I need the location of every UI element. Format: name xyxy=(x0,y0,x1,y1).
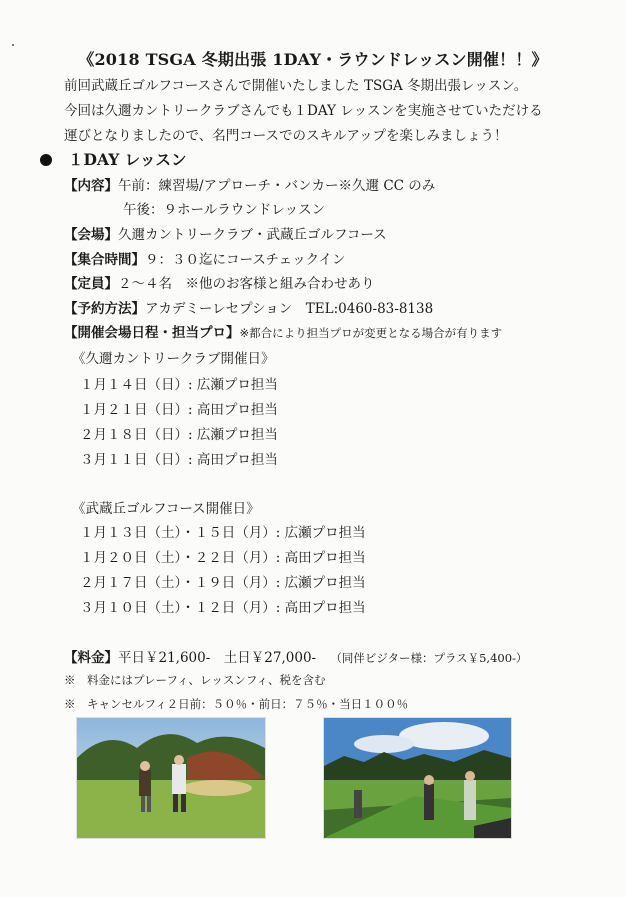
intro-line-2: 今回は久邇カントリークラブさんでも１DAY レッスンを実施させていただける xyxy=(64,103,543,119)
fee-visitor: （同伴ビジター様：プラス￥5,400-） xyxy=(330,651,528,665)
lesson-photo-green xyxy=(76,717,266,839)
bullet-icon xyxy=(40,154,52,166)
content-pm: 午後：９ホールラウンドレッスン xyxy=(123,202,326,218)
capacity-label: 【定員】 xyxy=(64,276,118,292)
meet-value: ９：３０迄にコースチェックイン xyxy=(145,252,346,268)
reserve-value: アカデミーレセプション TEL:0460-83-8138 xyxy=(145,301,434,317)
page-title: 《2018 TSGA 冬期出張 1DAY・ラウンドレッスン開催！！》 xyxy=(78,50,548,69)
reserve-row xyxy=(64,297,433,317)
kuni-heading: 《久邇カントリークラブ開催日》 xyxy=(72,351,275,367)
venue-label: 【会場】 xyxy=(64,227,118,243)
musashi-date: １月１３日（土）・１５日（月）: 広瀬プロ担当 xyxy=(80,525,366,541)
intro-line-3: 運びとなりましたので、名門コースでのスキルアップを楽しみましょう！ xyxy=(64,128,508,144)
content-row xyxy=(64,174,435,194)
content-label: 【内容】 xyxy=(64,178,118,194)
schedule-label: 【開催会場日程・担当プロ】 xyxy=(64,325,240,341)
musashi-date: １月２０日（土）・２２日（月）: 高田プロ担当 xyxy=(80,550,366,566)
kuni-date: １月１４日（日）: 広瀬プロ担当 xyxy=(80,377,278,393)
meet-label: 【集合時間】 xyxy=(64,252,145,268)
scan-speck xyxy=(12,44,14,46)
kuni-date: ２月１８日（日）: 広瀬プロ担当 xyxy=(80,427,278,443)
driving-range-photo-image xyxy=(324,718,511,838)
fee-value: 平日￥21,600- 土日￥27,000- xyxy=(118,650,317,666)
driving-range-photo xyxy=(323,717,512,839)
capacity-value: ２～４名 ※他のお客様と組み合わせあり xyxy=(118,276,375,292)
lesson-photo-green-image xyxy=(77,718,265,838)
venue-row xyxy=(64,223,387,243)
schedule-note: ※都合により担当プロが変更となる場合が有ります xyxy=(239,326,503,340)
meet-row xyxy=(64,248,345,268)
musashi-date: ２月１７日（土）・１９日（月）: 広瀬プロ担当 xyxy=(80,575,366,591)
reserve-label: 【予約方法】 xyxy=(64,301,145,317)
content-am: 午前：練習場/アプローチ・バンカー※久邇 CC のみ xyxy=(118,178,436,194)
fee-label: 【料金】 xyxy=(64,650,118,666)
kuni-date: ３月１１日（日）: 高田プロ担当 xyxy=(80,452,278,468)
fee-row xyxy=(64,646,527,666)
section-heading-text: １DAY レッスン xyxy=(68,150,187,169)
kuni-date: １月２１日（日）: 高田プロ担当 xyxy=(80,402,278,418)
note-cancel: ※ キャンセルフィ２日前：５０％・前日：７５％・当日１００％ xyxy=(64,697,409,711)
schedule-row xyxy=(64,321,502,341)
note-fee-includes: ※ 料金にはプレーフィ、レッスンフィ、税を含む xyxy=(64,673,326,687)
venue-value: 久邇カントリークラブ・武蔵丘ゴルフコース xyxy=(118,227,387,243)
capacity-row xyxy=(64,272,375,292)
intro-line-1: 前回武蔵丘ゴルフコースさんで開催いたしました TSGA 冬期出張レッスン。 xyxy=(64,78,528,94)
section-heading xyxy=(40,148,187,170)
musashi-date: ３月１０日（土）・１２日（月）: 高田プロ担当 xyxy=(80,600,366,616)
musashi-heading: 《武蔵丘ゴルフコース開催日》 xyxy=(72,501,260,517)
